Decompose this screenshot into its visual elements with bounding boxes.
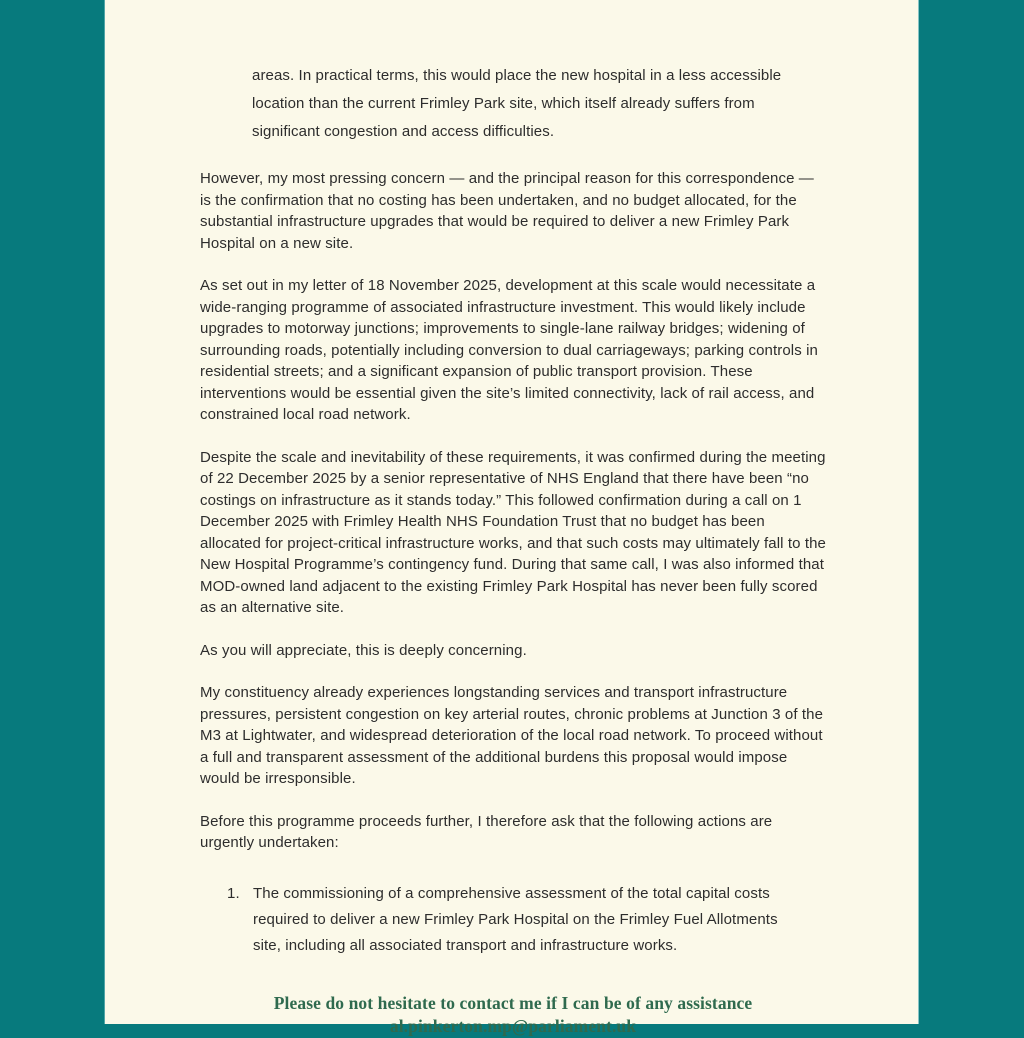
numbered-list <box>227 881 826 959</box>
paragraph-deeply-concerning: As you will appreciate, this is deeply concerning. <box>200 641 527 659</box>
letter-page <box>105 0 918 1036</box>
paragraph-infrastructure-programme: As set out in my letter of 18 November 2025, development at this scale would necessitate a wide-ranging programme of associated infrastructure investment. This would likely include upgrades to motorway junctions; improvements to single-lane railway bridges; widening of surrounding roads, potentially including conversion to dual carriageways; parking controls in residential streets; and a significant expansion of public transport provision. These interventions would be essential given the site’s limited connectivity, lack of rail access, and constrained local road network. <box>200 277 818 423</box>
footer-email: al.pinkerton.mp@parliament.uk <box>389 1015 637 1036</box>
letter-body <box>105 0 918 1038</box>
paragraph-constituency-pressures: My constituency already experiences longstanding services and transport infrastructure pressures, persistent congestion on key arterial routes, chronic problems at Junction 3 of the M3 at Lightwater, and widespread deterioration of the local road network. To proceed without a full and transparent assessment of the additional burdens this proposal would impose would be irresponsible. <box>200 684 824 787</box>
paragraph-no-costings-confirmation: Despite the scale and inevitability of these requirements, it was confirmed during the meeting of 22 December 2025 by a senior representative of NHS England that there have been “no costings on infrastructure as it stands today.” This followed confirmation during a call on 1 December 2025 with Frimley Health NHS Foundation Trust that no budget has been allocated for project-critical infrastructure works, and that such costs may ultimately fall to the New Hospital Programme’s contingency fund. During that same call, I was also informed that MOD-owned land adjacent to the existing Frimley Park Hospital has never been fully scored as an alternative site. <box>200 448 826 616</box>
footer-contact-note: Please do not hesitate to contact me if I can be of any assistance <box>273 992 753 1013</box>
list-item-number: 1. <box>227 884 240 902</box>
paragraph-pressing-concern: However, my most pressing concern — and the principal reason for this correspondence — is the confirmation that no costing has been undertaken, and no budget allocated, for the substantial infrastructure upgrades that would be required to deliver a new Frimley Park Hospital on a new site. <box>200 170 814 252</box>
letter-footer <box>200 992 826 1038</box>
paragraph-actions-request: Before this programme proceeds further, I therefore ask that the following actions are urgently undertaken: <box>200 812 773 851</box>
list-item <box>227 881 826 959</box>
paragraph-continuation: areas. In practical terms, this would place the new hospital in a less accessible location than the current Frimley Park site, which itself already suffers from significant congestion and access difficulties. <box>252 67 782 140</box>
list-item-text: The commissioning of a comprehensive assessment of the total capital costs required to deliver a new Frimley Park Hospital on the Frimley Fuel Allotments site, including all associated transport and infrastructure works. <box>253 884 778 954</box>
